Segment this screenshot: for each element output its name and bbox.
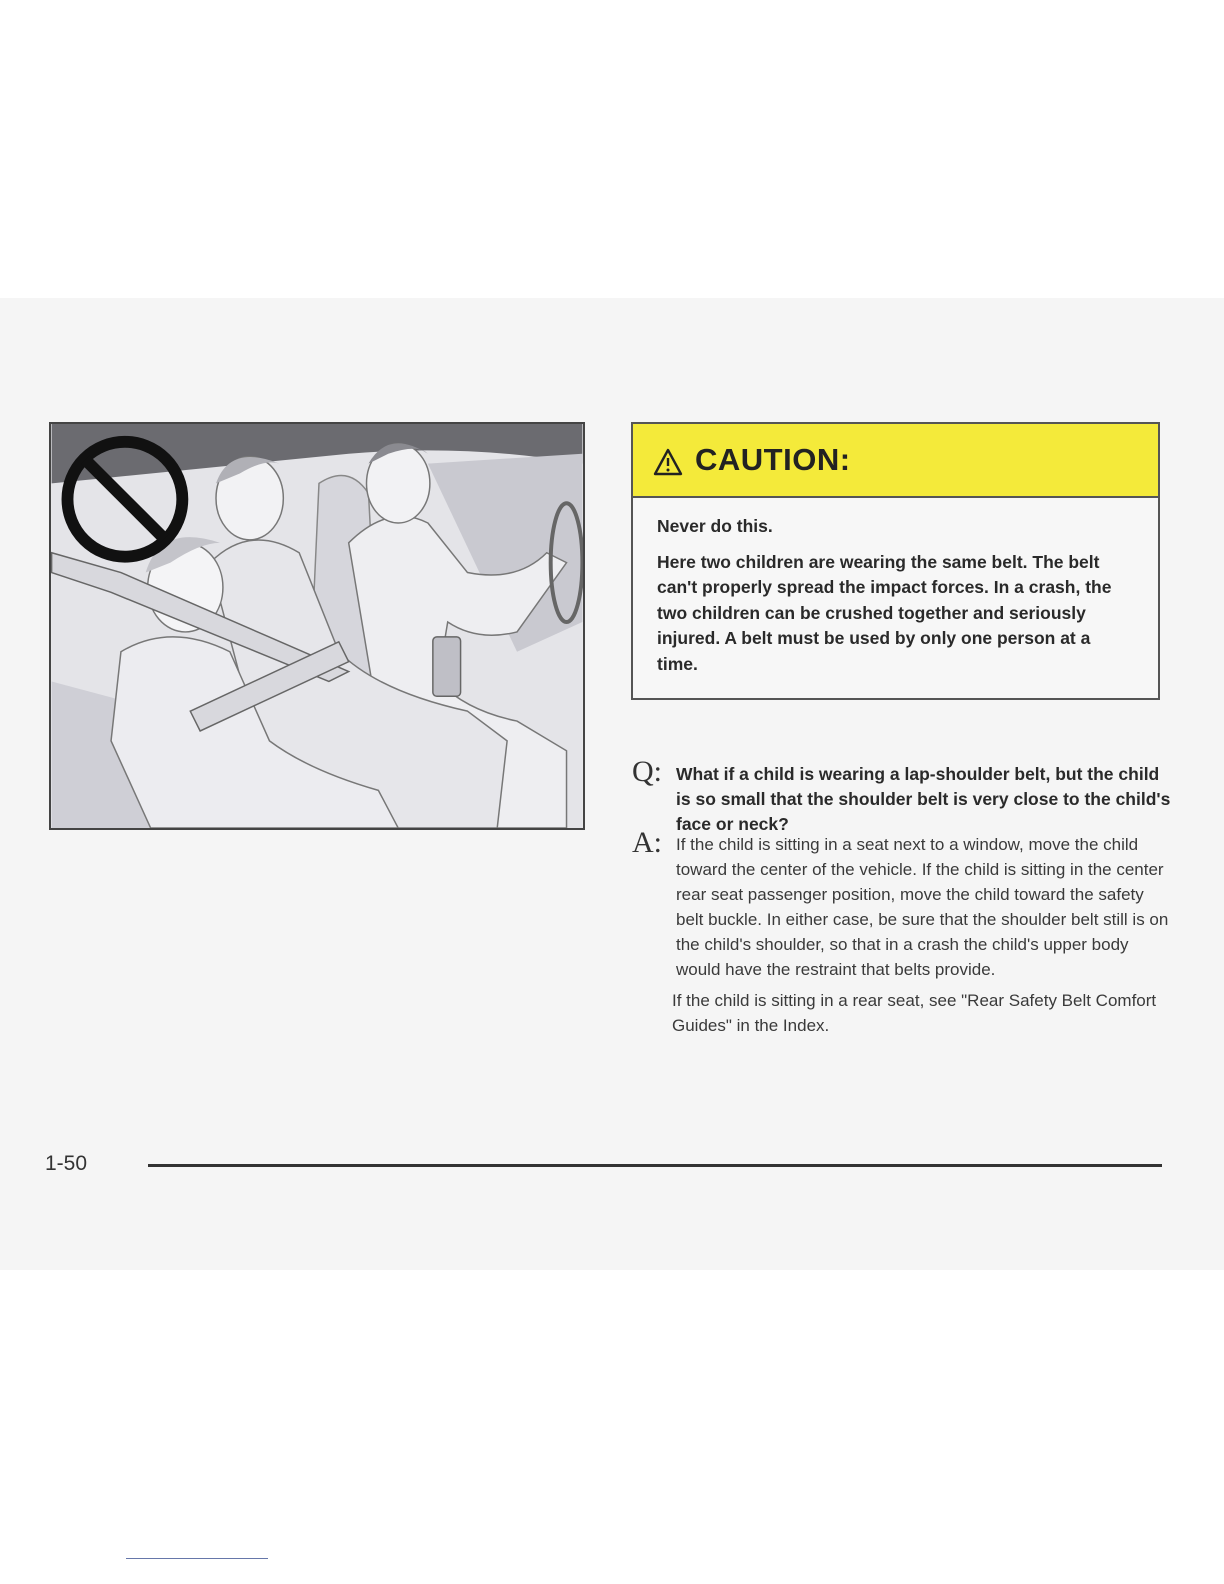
caution-paragraph: Here two children are wearing the same belt. The belt can't properly spread the impact forces. In a crash, the two children can be crushed together and seriously injured. A belt must be used by only one person at a time.	[657, 551, 1112, 674]
caution-box	[631, 422, 1160, 700]
question-block	[632, 755, 1172, 837]
answer-block	[632, 826, 1172, 1038]
caution-body	[633, 498, 1158, 677]
footer-divider	[148, 1164, 1162, 1167]
caution-header	[633, 424, 1158, 498]
page-number: 1-50	[45, 1152, 88, 1175]
answer-paragraph: If the child is sitting in a seat next to a window, move the child toward the center of the vehicle. If the child is sitting in the center rear seat passenger position, move the child toward the safety belt buckle. In either case, be sure that the shoulder belt still is on the child's shoulder, so that in a crash the child's upper body would have the restraint that belts provide.	[676, 835, 1169, 979]
caution-paragraph: Never do this.	[657, 516, 773, 536]
question-marker: Q:	[632, 755, 662, 788]
caution-title: CAUTION:	[695, 442, 851, 477]
question-text: What if a child is wearing a lap-shoulder belt, but the child is so small that the shoulder belt is very close to the child's face or neck?	[676, 764, 1171, 834]
two-children-one-belt-illustration	[49, 422, 585, 830]
warning-triangle-icon	[653, 448, 683, 476]
answer-paragraph: If the child is sitting in a rear seat, see "Rear Safety Belt Comfort Guides" in the Index.	[672, 991, 1157, 1035]
bottom-divider	[126, 1558, 268, 1559]
answer-text	[672, 832, 1172, 1038]
answer-marker: A:	[632, 826, 662, 859]
